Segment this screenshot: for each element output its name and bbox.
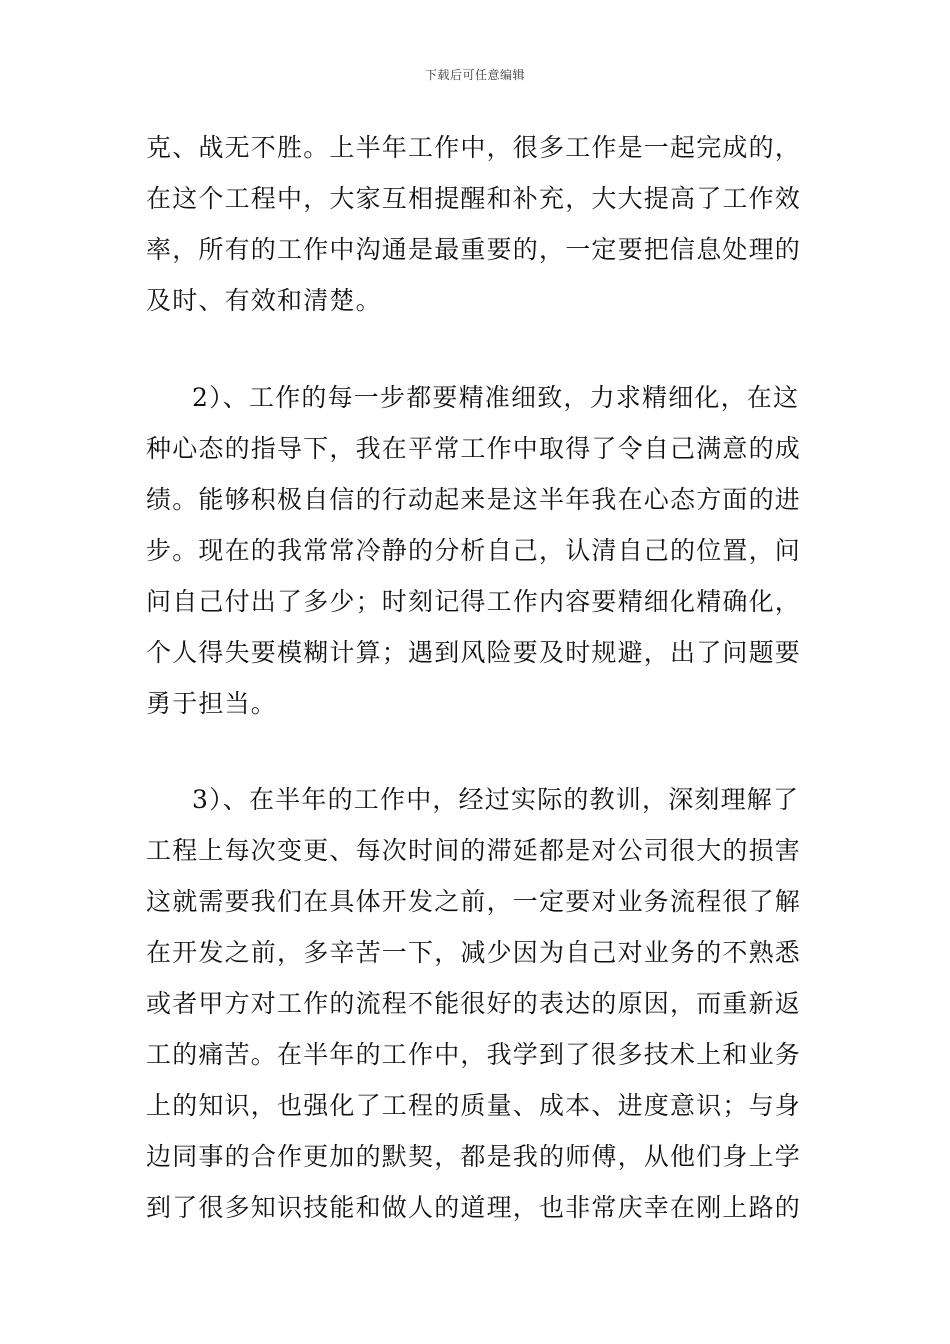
text-line: 上的知识，也强化了工程的质量、成本、进度意识；与身 (146, 1091, 802, 1120)
page-header-note: 下载后可任意编辑 (424, 68, 525, 82)
text-line: 或者甲方对工作的流程不能很好的表达的原因，而重新返 (146, 989, 802, 1018)
text-line: 种心态的指导下，我在平常工作中取得了令自己满意的成 (146, 434, 802, 463)
text-line: 3）、在半年的工作中，经过实际的教训，深刻理解了 (192, 785, 800, 814)
paragraph-3 (146, 774, 808, 1233)
text-line: 个人得失要模糊计算；遇到风险要及时规避，出了问题要 (146, 638, 802, 667)
text-line: 率，所有的工作中沟通是最重要的，一定要把信息处理的 (146, 235, 802, 264)
text-line: 工程上每次变更、每次时间的滞延都是对公司很大的损害 (146, 836, 802, 865)
text-line: 绩。能够积极自信的行动起来是这半年我在心态方面的进 (146, 485, 802, 514)
text-line: 2）、工作的每一步都要精准细致，力求精细化，在这 (192, 383, 800, 412)
text-line: 工的痛苦。在半年的工作中，我学到了很多技术上和业务 (146, 1040, 802, 1069)
text-line: 到了很多知识技能和做人的道理，也非常庆幸在刚上路的 (146, 1193, 802, 1222)
paragraph-1 (146, 122, 808, 326)
text-line: 克、战无不胜。上半年工作中，很多工作是一起完成的， (146, 133, 802, 162)
text-line: 在这个工程中，大家互相提醒和补充，大大提高了工作效 (146, 184, 802, 213)
text-line: 步。现在的我常常冷静的分析自己，认清自己的位置，问 (146, 536, 802, 565)
text-line: 在开发之前，多辛苦一下，减少因为自己对业务的不熟悉 (146, 938, 802, 967)
text-line: 及时、有效和清楚。 (146, 286, 382, 315)
text-line: 问自己付出了多少；时刻记得工作内容要精细化精确化， (146, 587, 802, 616)
text-line: 勇于担当。 (146, 689, 278, 718)
text-line: 边同事的合作更加的默契，都是我的师傅，从他们身上学 (146, 1142, 802, 1171)
paragraph-2 (146, 372, 808, 729)
text-line: 这就需要我们在具体开发之前，一定要对业务流程很了解 (146, 887, 802, 916)
